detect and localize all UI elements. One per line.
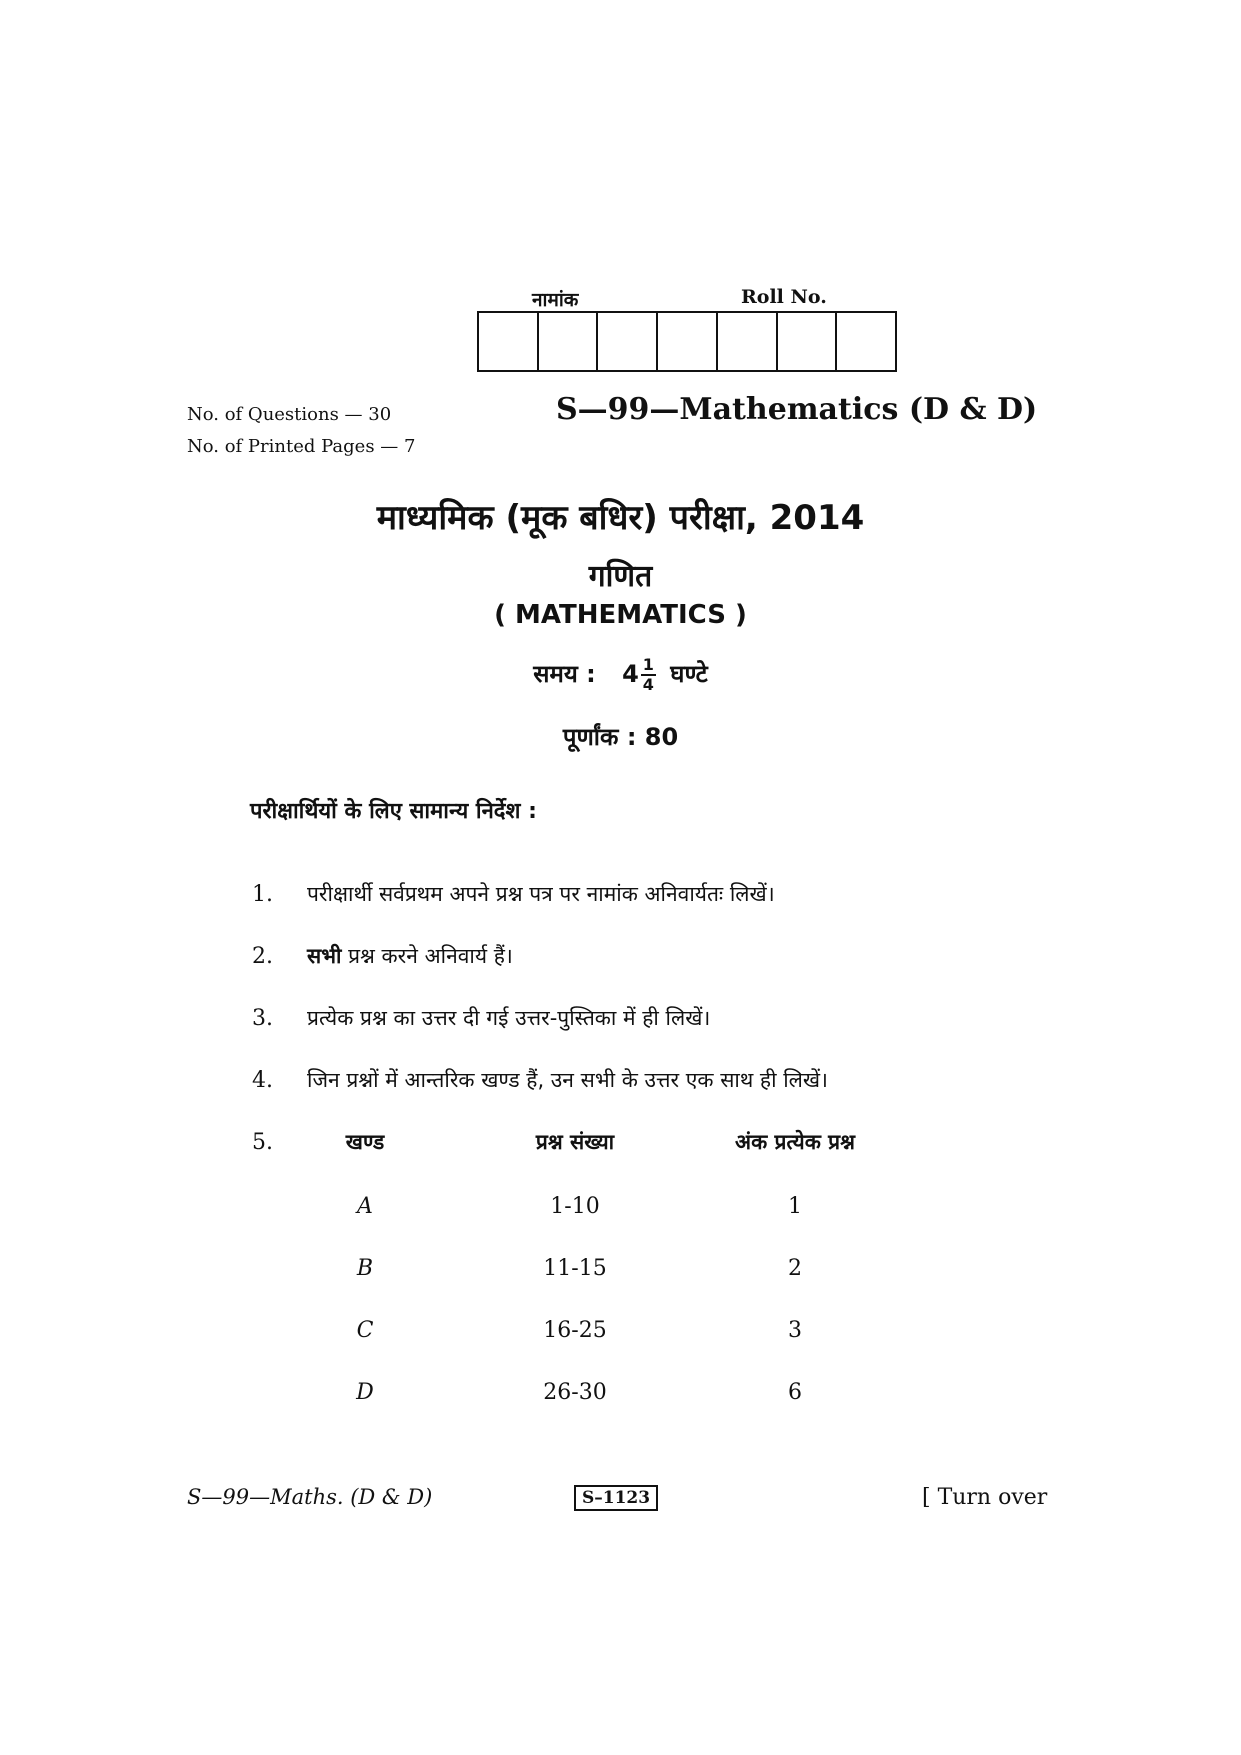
roll-number-boxes [477, 311, 897, 372]
table-cell-section: D [356, 1380, 374, 1405]
time-fraction [641, 656, 656, 694]
table-cell-questions: 1-10 [550, 1194, 600, 1219]
roll-label-hindi: नामांक [532, 289, 579, 311]
table-cell-marks: 1 [788, 1194, 802, 1219]
instruction-number: 2. [252, 944, 273, 969]
table-header-section: खण्ड [345, 1130, 385, 1154]
time-whole: 4 [622, 660, 639, 688]
table-cell-section: A [357, 1194, 373, 1219]
instruction-text: जिन प्रश्नों में आन्तरिक खण्ड हैं, उन सभी के उत्तर एक साथ ही लिखें। [307, 1068, 829, 1092]
table-cell-section: B [356, 1256, 374, 1281]
maximum-marks: पूर्णांक : 80 [562, 723, 679, 751]
instruction-number: 4. [252, 1068, 273, 1093]
table-cell-questions: 26-30 [543, 1380, 607, 1405]
number-of-pages: No. of Printed Pages — 7 [187, 436, 416, 457]
roll-box-3 [598, 313, 658, 370]
subject-hindi: गणित [588, 559, 653, 594]
roll-box-2 [539, 313, 599, 370]
subject-english: ( MATHEMATICS ) [494, 600, 747, 630]
time-numerator: 1 [642, 655, 654, 674]
instruction-number: 5. [252, 1130, 273, 1155]
instruction-text [307, 942, 513, 970]
roll-box-5 [718, 313, 778, 370]
table-cell-marks: 6 [788, 1380, 802, 1405]
paper-code: S—99—Mathematics (D & D) [556, 392, 1038, 427]
roll-label-english: Roll No. [741, 286, 827, 308]
table-cell-questions: 11-15 [543, 1256, 607, 1281]
time-label: समय : [533, 660, 596, 688]
footer-paper-code: S—99—Maths. (D & D) [187, 1485, 433, 1509]
instruction-text: परीक्षार्थी सर्वप्रथम अपने प्रश्न पत्र पर नामांक अनिवार्यतः लिखें। [307, 882, 775, 906]
table-cell-section: C [356, 1318, 374, 1343]
instructions-heading: परीक्षार्थियों के लिए सामान्य निर्देश : [250, 799, 537, 824]
instruction-number: 1. [252, 882, 273, 907]
instruction-number: 3. [252, 1006, 273, 1031]
roll-box-1 [479, 313, 539, 370]
roll-box-6 [778, 313, 838, 370]
table-cell-marks: 2 [788, 1256, 802, 1281]
footer-series-code: S–1123 [574, 1485, 658, 1511]
table-cell-marks: 3 [788, 1318, 802, 1343]
time-unit: घण्टे [670, 660, 708, 688]
table-cell-questions: 16-25 [543, 1318, 607, 1343]
instruction-text: प्रत्येक प्रश्न का उत्तर दी गई उत्तर-पुस्तिका में ही लिखें। [307, 1006, 711, 1030]
time-denominator: 4 [642, 675, 654, 694]
time-allowed [0, 656, 1241, 694]
roll-box-7 [837, 313, 895, 370]
footer-turn-over: [ Turn over [922, 1485, 1048, 1510]
instruction-rest: प्रश्न करने अनिवार्य हैं। [341, 944, 513, 968]
table-header-questions: प्रश्न संख्या [535, 1130, 615, 1154]
instruction-bold-word: सभी [307, 944, 342, 968]
number-of-questions: No. of Questions — 30 [187, 404, 392, 425]
exam-title: माध्यमिक (मूक बधिर) परीक्षा, 2014 [376, 498, 865, 538]
roll-box-4 [658, 313, 718, 370]
table-header-marks: अंक प्रत्येक प्रश्न [735, 1130, 855, 1154]
